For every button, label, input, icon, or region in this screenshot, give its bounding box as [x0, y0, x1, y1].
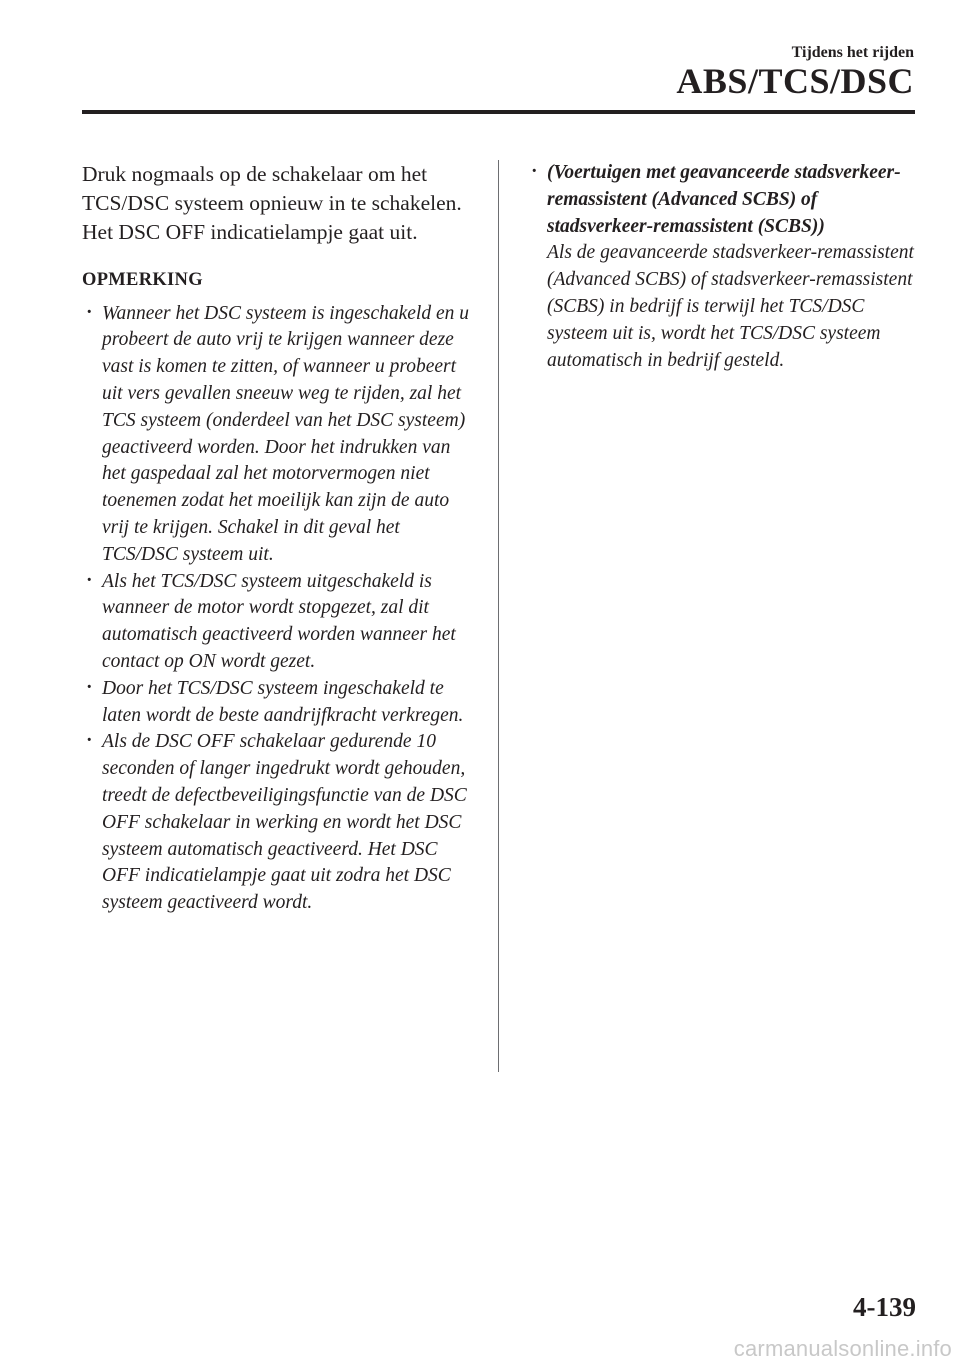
intro-paragraph: Druk nogmaals op de schakelaar om het TCS/DSC systeem opnieuw in te schakelen. Het DSC OFF indicatielampje gaat uit. [82, 162, 462, 245]
note-item: · Wanneer het DSC systeem is ingeschakeld en u probeert de auto vrij te krijgen wanneer deze vast is komen te zitten, of wanneer u probeert uit vers gevallen sneeuw weg te rijden, zal het TCS systeem (onderdeel van het DSC systeem) geactiveerd worden. Door het indrukken van het gaspedaal zal het motorvermogen niet toenemen zodat het moeilijk kan zijn de auto vrij te krijgen. Schakel in dit geval het TCS/DSC systeem uit. [82, 301, 477, 569]
note-heading: OPMERKING [82, 269, 203, 290]
note-item-body: Als de geavanceerde stadsverkeer-remassistent (Advanced SCBS) of stadsverkeer-remassistent (SCBS) in bedrijf is terwijl het TCS/DSC systeem uit is, wordt het TCS/DSC systeem automatisch in bedrijf gesteld. [547, 242, 914, 371]
section-subtitle: Tijdens het rijden [791, 44, 914, 61]
note-item-title: · (Voertuigen met geavanceerde stadsverkeer-remassistent (Advanced SCBS) of stadsverkeer-remassistent (SCBS)) [547, 162, 901, 237]
note-list [527, 160, 922, 374]
left-column [82, 160, 477, 917]
right-column [527, 160, 922, 374]
note-item [527, 160, 922, 374]
header-rule [82, 110, 915, 114]
page-number: 4-139 [853, 1292, 916, 1322]
section-title: ABS/TCS/DSC [676, 61, 914, 101]
watermark: carmanualsonline.info [733, 1336, 952, 1361]
column-divider [498, 160, 499, 1072]
note-list [82, 301, 477, 917]
note-item: · Door het TCS/DSC systeem ingeschakeld te laten wordt de beste aandrijfkracht verkregen. [82, 676, 477, 730]
note-item: · Als het TCS/DSC systeem uitgeschakeld is wanneer de motor wordt stopgezet, zal dit automatisch geactiveerd worden wanneer het contact op ON wordt gezet. [82, 569, 477, 676]
note-item: · Als de DSC OFF schakelaar gedurende 10 seconden of langer ingedrukt wordt gehouden, treedt de defectbeveiligingsfunctie van de DSC OFF schakelaar in werking en wordt het DSC systeem automatisch geactiveerd. Het DSC OFF indicatielampje gaat uit zodra het DSC systeem geactiveerd wordt. [82, 729, 477, 917]
